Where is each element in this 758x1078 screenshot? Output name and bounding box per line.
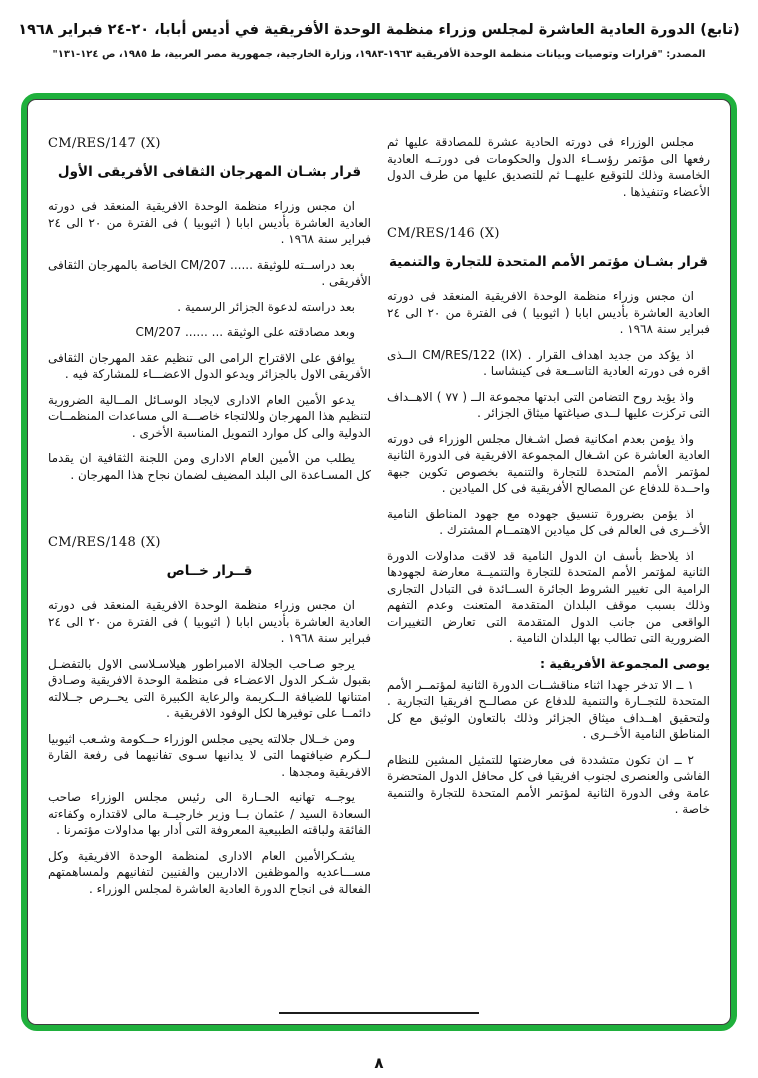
source-citation: المصدر: "قرارات وتوصيات وبيانات منظمة الوحدة الأفريقية ١٩٦٣-١٩٨٣، وزارة الخارجية، جمهورية مصر العربية، ط ١٩٨٥، ص ١٢٤-١٣١" <box>52 49 706 60</box>
resolution-title-cultural-festival: قرار بشـان المهرجان الثقافى الأفريقى الأول <box>57 164 362 180</box>
footnote-divider <box>279 1012 479 1014</box>
paragraph-agrees-festival: يوافق على الاقتراح الرامى الى تنظيم عقد المهرجان الثقافى الأفريقى الاول بالجزائر ويدعو الدول الاعضـــاء للمشاركة فيه . <box>48 350 371 381</box>
paragraph-preamble-session: ان مجس وزراء منظمة الوحدة الافريقية المنعقد فى دورته العادية العاشرة بأديس ابابا ( اثيوبيا ) فى الفترة من ٢٠ الى ٢٤ فبراير سنة ١٩٦٨ . <box>48 199 371 246</box>
right-column <box>387 134 710 994</box>
paragraph-group-77: واذ يؤيد روح التضامن التى ابدتها مجموعة الــ ( ٧٧ ) الاهــداف التى تركزت عليها لــدى صياغتها ميثاق الجزائر . <box>387 389 710 420</box>
paragraph-thanks-secretariat: يشـكرالأمين العام الادارى لمنظمة الوحدة الافريقية وكل مســـاعديه والموظفين الاداريين والفنيين لتفانيهم ولمساهمتهم الفعالة فى انجاح الدورة العادية العاشرة لمجلس الوزراء . <box>48 848 371 896</box>
paragraph-reaffirm-res122: اذ يؤكد من جديد اهداف القرار . CM/RES/122 (IX) الــذى اقره فى دورته العادية التاســعة فى كينشاسا . <box>387 347 710 378</box>
doc-ref-cm-res-146: CM/RES/146 (X) <box>387 226 500 241</box>
paragraph-congratulates-chairman: يوجــه تهانيه الحــارة الى رئيس مجلس الوزراء صاحب السعادة السيد / عثمان بــا وزير خارجيــة مالى لاقتداره وكفاءته الفائقة ولباقته الطبيعية المعروفة التى أدار بها مداولات مؤتمرنا . <box>48 790 371 837</box>
paragraph-recommendation-1: ١ ــ الا تدخر جهدا اثناء مناقشــات الدورة الثانية لمؤتمــر الأمم المتحدة للتجــارة والتنمية للدفاع عن مصالــح افريقيا التجارية . ولتحقيق اهــداف ميثاق الجزائر وذلك بالتعاون الوثيق مع كل المناطق النامية الأخــرى . <box>387 677 710 741</box>
paragraph-preamble-session: ان مجس وزراء منظمة الوحدة الافريقية المنعقد فى دورته العادية العاشرة بأديس ابابا ( اثيوبيا ) فى الفترة من ٢٠ الى ٢٤ فبراير سنة ١٩٦٨ . <box>387 289 710 336</box>
doc-ref-cm-res-147: CM/RES/147 (X) <box>48 136 161 151</box>
page-header <box>0 0 758 60</box>
paragraph-recommendation-2: ٢ ــ ان تكون متشددة فى معارضتها للتمثيل المشين للنظام الفاشى والعنصرى لجنوب افريقيا فى كل محافل الدول المتحضرة عامة وفى الدورة الثانية لمؤتمر الأمم المتحدة للتجارة والتنمية خاصة . <box>387 752 710 816</box>
resolution-title-special: قــرار خــاص <box>166 563 253 579</box>
paragraph-thanks-emperor: يرجو صـاحب الجلالة الامبراطور هيلاسـلاسى الاول بالتفضـل بقبول شـكر الدول الاعضـاء فى منظمة الوحدة الافريقية وصـادق امتنانها للضيافة الــكريمة والرعاية الكبيرة التى يحــرص جــلالته دائمــا على توفيرها لكل الوفود الافريقية . <box>48 656 371 720</box>
session-title: (تابع) الدورة العادية العاشرة لمجلس وزراء منظمة الوحدة الأفريقية في أديس أبابا، ٢٠-٢٤ فبراير ١٩٦٨ <box>18 22 740 38</box>
document-frame <box>21 93 737 1031</box>
paragraph-salutes-ethiopia: ومن خــلال جلالته يحيى مجلس الوزراء حــكومة وشـعب اثيوبيا لــكرم ضيافتهما التى لا يدانيها سـوى تفانيهما فى رفعة القارة الافريقية ومجدها . <box>48 731 371 779</box>
paragraph-invites-secretary-general: يدعو الأمين العام الادارى لايجاد الوسـائل المــالية الضرورية لتنظيم هذا المهرجان وللالتجاء خاصـــة الى مساعدات المنظمــات الدولية والى كل موارد التمويل المناسبة الأخرى . <box>48 392 371 440</box>
paragraph-approval-cm207: وبعد مصادقته على الوثيقة ... ...... CM/207 <box>135 325 355 339</box>
page-number: ٨ <box>374 1054 384 1072</box>
document-frame-inner <box>27 99 731 1025</box>
subheading-recommends-african-group: يوصى المجموعة الأفريقية : <box>540 655 710 671</box>
paragraph-council-session: مجلس الوزراء فى دورته الحادية عشرة للمصادقة عليها ثم رفعها الى مؤتمر رؤســاء الدول والحكومات فى دورتــه العادية الخامسة وذلك للتوقيع عليهــا ثم للتصديق عليها من طرف الدول الأعضاء وتنفيذها . <box>387 135 710 199</box>
paragraph-coordination: اذ يؤمن بضرورة تنسيق جهوده مع جهود المناطق النامية الأخــرى فى العالم فى كل ميادين الاهتمــام المشترك . <box>387 506 710 537</box>
left-column <box>48 134 371 994</box>
paragraph-requests-assistance: يطلب من الأمين العام الادارى ومن اللجنة الثقافية ان يقدما كل المسـاعدة الى البلد المضيف لضمان نجاح هذا المهرجان . <box>48 451 371 482</box>
resolution-title-unctad: قرار بشـان مؤتمر الأمم المتحدة للتجارة والتنمية <box>388 254 709 270</box>
paragraph-preamble-session: ان مجس وزراء منظمة الوحدة الافريقية المنعقد فى دورته العادية العاشرة بأديس ابابا ( اثيوبيا ) فى الفترة من ٢٠ الى ٢٤ فبراير سنة ١٩٦٨ . <box>48 598 371 645</box>
paragraph-inseparable-work: واذ يؤمن بعدم امكانية فصل اشـغال مجلس الوزراء فى دورته العادية العاشرة عن اشـغال المجموعة الافريقية فى الدورة الثانية لمؤتمر الأمم المتحدة للتجارة والتنمية بخصوص تكوين جبهة واحــدة للدفاع عن المصالح الأفريقية فى كل الميادين . <box>387 431 710 495</box>
doc-ref-cm-res-148: CM/RES/148 (X) <box>48 535 161 550</box>
paragraph-document-cm207: بعد دراســته للوثيقة ...... CM/207 الخاصة بالمهرجان الثقافى الأفريقى . <box>48 257 371 288</box>
paragraph-regret-opposition: اذ يلاحظ بأسف ان الدول النامية قد لاقت مداولات الدورة الثانية لمؤتمر الأمم المتحدة للتجارة والتنميــة معارضة لجهودها الرامية الى تغيير الشروط الجائرة الســائدة فى التبادل التجارى وذلك بسبب موقف البلدان المتقدمة المتعنت وعدم التفهم الواقعى من جانب الدول المتقدمة التى تعارض التغييرات الضرورية التى تطالب بها البلدان النامية . <box>387 548 710 645</box>
paragraph-algeria-invitation: بعد دراسته لدعوة الجزائر الرسمية . <box>177 299 355 314</box>
